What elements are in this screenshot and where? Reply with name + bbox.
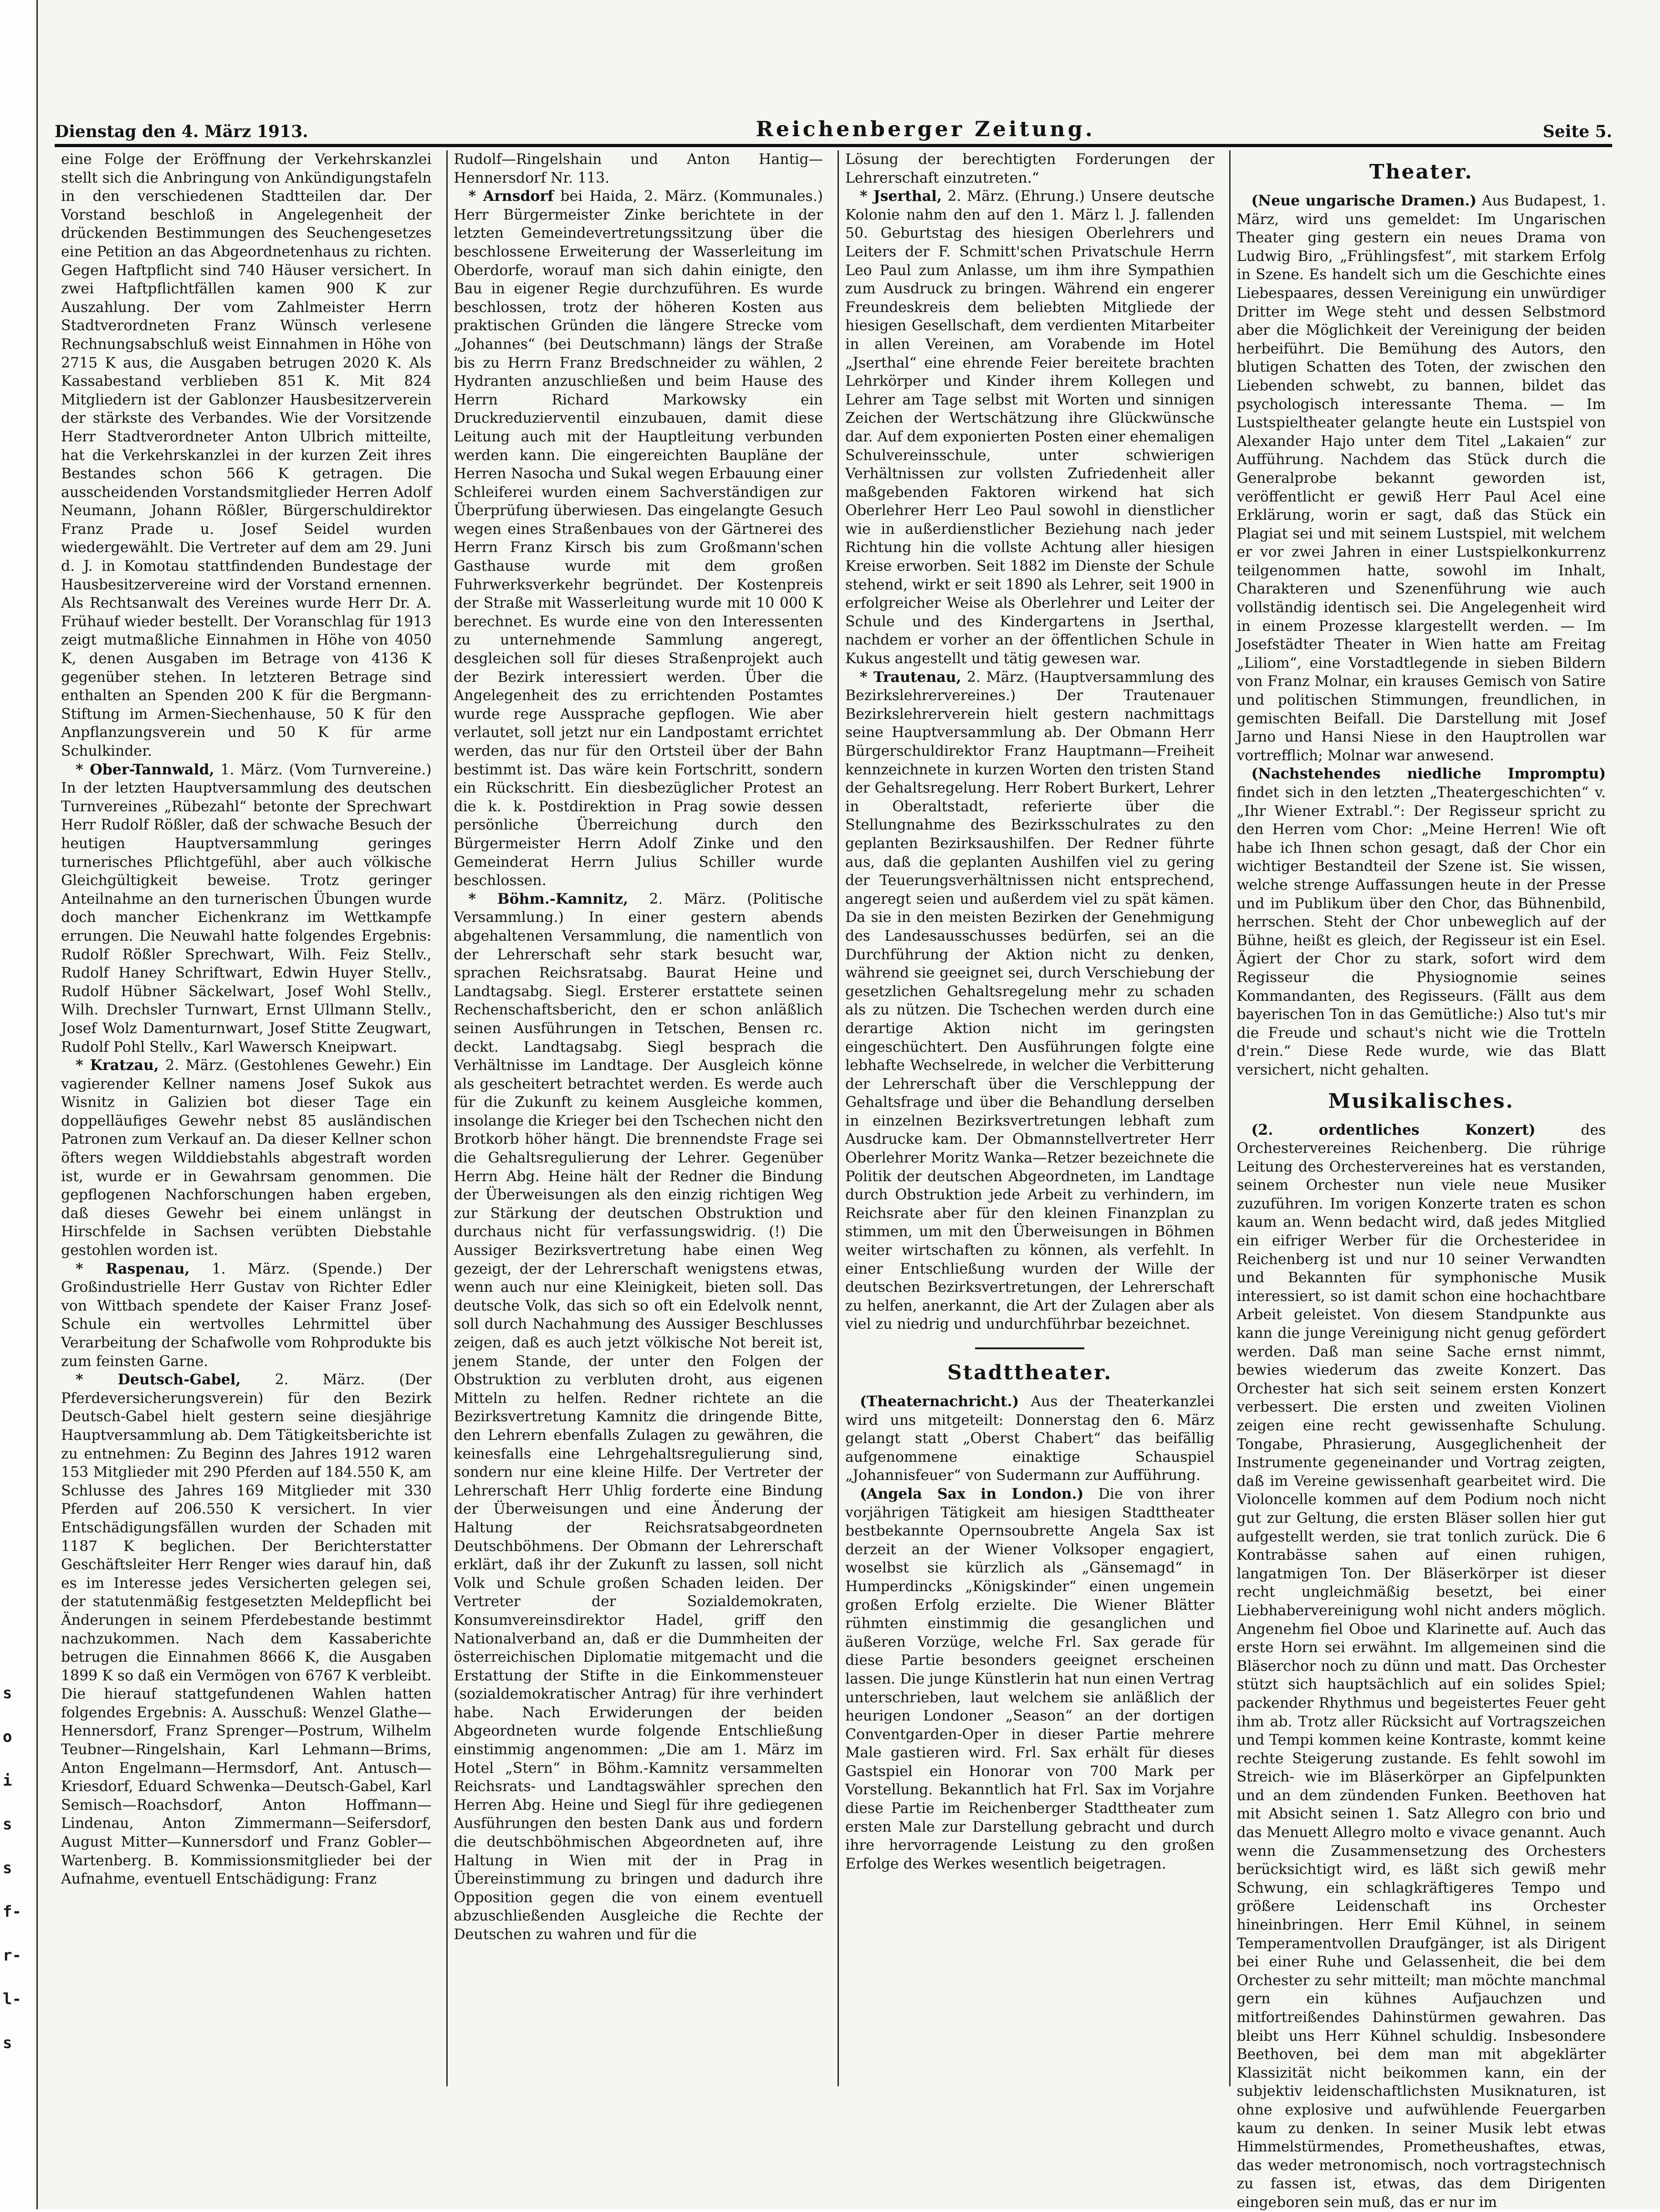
- paragraph-lead: * Ober-Tannwald,: [76, 761, 215, 778]
- paragraph-body: findet sich in den letzten „Theatergeschichten“ v. „Ihr Wiener Extrabl.“: Der Regisseur spricht zu den Herren vom Chor: „Meine Herren! Wie oft habe ich Ihnen schon gesagt, daß der Chor ein wichtiger Bestandteil der Szene ist. Sie wissen, welche strenge Auffassungen heute in der Presse und im Publikum über den Chor, das Bühnenbild, herrschen. Steht der Chor unbeweglich auf der Bühne, heißt es gleich, der Regisseur ist ein Esel. Ägiert der Chor zu stark, sofort wird dem Regisseur die Physiognomie seines Kommandanten, des Regisseurs. (Fällt aus dem bayerischen Ton in das Gemütliche:) Also tut's mir die Freude und schaut's nicht wie die Trotteln d'rein.“ Diese Rede wurde, wie das Blatt versichert, nicht gehalten.: [1236, 784, 1606, 1078]
- article-paragraph: [61, 1371, 432, 1889]
- paragraph-body: Die von ihrer vorjährigen Tätigkeit am hiesigen Stadttheater bestbekannte Opernsoubrette Angela Sax ist derzeit an der Wiener Volksoper engagiert, woselbst sie kürzlich als „Gänsemagd“ in Humperdincks „Königskinder“ einen ungemein großen Erfolg erzielte. Die Wiener Blätter rühmten einstimmig die gesanglichen und äußeren Vorzüge, welche Frl. Sax gerade für diese Partie besonders geeignet erscheinen lassen. Die junge Künstlerin hat nun einen Vertrag unterschrieben, laut welchem sie anläßlich der heurigen Londoner „Season“ an der dortigen Conventgarden-Oper in dieser Partie mehrere Male gastieren wird. Frl. Sax erhält für dieses Gastspiel ein Honorar von 700 Mark per Vorstellung. Bekanntlich hat Frl. Sax im Vorjahre diese Partie im Reichenberger Stadttheater zum ersten Male zur Darstellung gebracht und durch ihre hervorragende Leistung zu den großen Erfolge des Werkes wesentlich beigetragen.: [845, 1485, 1215, 1872]
- issue-date: Dienstag den 4. März 1913.: [55, 122, 308, 141]
- paragraph-lead: (Angela Sax in London.): [860, 1485, 1084, 1502]
- column-1: [55, 150, 438, 2086]
- paragraph-lead: (Theaternachricht.): [860, 1393, 1019, 1410]
- section-heading: Stadttheater.: [947, 1361, 1113, 1384]
- section-heading: Musikalisches.: [1328, 1089, 1514, 1113]
- article-paragraph: [1237, 1121, 1606, 2212]
- paragraph-body: Lösung der berechtigten Forderungen der Lehrerschaft einzutreten.“: [845, 151, 1215, 186]
- article-columns: [55, 150, 1612, 2211]
- masthead-title: Reichenberger Zeitung.: [756, 117, 1095, 141]
- column-3: [838, 150, 1221, 2086]
- article-paragraph: [1237, 192, 1606, 765]
- article-paragraph: [845, 1393, 1215, 1485]
- paragraph-body: 2. März. (Hauptversammlung des Bezirkslehrervereines.) Der Trautenauer Bezirkslehrerverein hielt gestern nachmittags seine Hauptversammlung ab. Der Obmann Herr Bürgerschuldirektor Franz Hauptmann—Freiheit kennzeichnete in kurzen Worten den tristen Stand der Gehaltsregelung. Herr Robert Burkert, Lehrer in Oberaltstadt, referierte über die Stellungnahme des Bezirksschulrates zu den geplanten Bezirksaushilfen. Der Redner führte aus, daß die geplanten Aushilfen viel zu gering der Teuerungsverhältnissen nicht entsprechend, angeregt seien und außerdem viel zu spät kämen. Da sie in den meisten Bezirken der Genehmigung des Landesausschusses bedürfen, sei an die Durchführung der Aktion nicht zu denken, während sie geeignet sei, durch Verschiebung der gesetzlichen Gehaltsregelung mehr zu schaden als zu nützen. Die Tschechen werden durch eine derartige Aktion nicht im geringsten eingeschüchtert. Den Ausführungen folgte eine lebhafte Wechselrede, in welcher die Verbitterung der Lehrerschaft über die Verschleppung der Gehaltsfrage und über die Behandlung derselben in einzelnen Bezirksvertretungen lebhaft zum Ausdrucke kam. Der Obmannstellvertreter Herr Oberlehrer Moritz Wanka—Retzer bezeichnete die Politik der deutschen Abgeordneten, im Landtage durch Obstruktion jede Arbeit zu verhindern, im Reichsrate aber für den kleinen Finanzplan zu stimmen, um mit den Überweisungen in Böhmen weiter wirtschaften zu können, als verfehlt. In einer Entschließung wurden der Wille der deutschen Bezirksvertretungen, der Lehrerschaft zu helfen, anerkannt, die Art der Zulagen aber als viel zu niedrig und undurchführbar bezeichnet.: [845, 669, 1215, 1333]
- article-paragraph: [61, 1260, 432, 1371]
- binding-margin: [0, 0, 38, 2209]
- paragraph-body: 1. März. (Spende.) Der Großindustrielle Herr Gustav von Richter Edler von Wittbach spendete der Kaiser Franz Josef-Schule ein wertvolles Lehrmittel über Verarbeitung der Schafwolle vom Rohprodukte bis zum feinsten Garne.: [61, 1260, 432, 1370]
- article-paragraph: [845, 668, 1215, 1334]
- edge-fragment: s: [3, 1684, 12, 1702]
- edge-fragment: s: [3, 1859, 12, 1877]
- section-divider: [975, 1347, 1084, 1349]
- paragraph-lead: * Kratzau,: [76, 1057, 159, 1074]
- paragraph-body: 2. März. (Der Pferdeversicherungsverein) für den Bezirk Deutsch-Gabel hielt gestern seine diesjährige Hauptversammlung ab. Dem Tätigkeitsberichte ist zu entnehmen: Zu Beginn des Jahres 1912 waren 153 Mitglieder mit 290 Pferden auf 184.550 K, am Schlusse des Jahres 169 Mitglieder mit 330 Pferden auf 206.550 K versichert. In vier Entschädigungsfällen wurden der Schaden mit 1187 K beglichen. Der Berichterstatter Geschäftsleiter Herr Renger wies darauf hin, daß es im Interesse jedes Versicherten gelegen sei, der statutenmäßig festgesetzten Meldepflicht bei Änderungen in seinem Pferdebestande bestimmt nachzukommen. Nach dem Kassaberichte betrugen die Einnahmen 8666 K, die Ausgaben 1899 K so daß ein Vermögen von 6767 K verbleibt. Die hierauf stattgefundenen Wahlen hatten folgendes Ergebnis: A. Ausschuß: Wenzel Glathe—Hennersdorf, Franz Sprenger—Postrum, Wilhelm Teubner—Ringelshain, Karl Lehmann—Brims, Anton Engelmann—Hermsdorf, Ant. Antusch—Kriesdorf, Eduard Schwenka—Deutsch-Gabel, Karl Semisch—Roachsdorf, Anton Hoffmann—Lindenau, Anton Zimmermann—Seifersdorf, August Mitter—Kunnersdorf und Franz Gobler—Wartenberg. B. Kommissionsmitglieder bei der Aufnahme, eventuell Entschädigung: Franz: [61, 1372, 432, 1888]
- paragraph-lead: * Deutsch-Gabel,: [76, 1371, 241, 1388]
- edge-fragment: r-: [3, 1946, 21, 1965]
- paragraph-lead: (2. ordentliches Konzert): [1251, 1121, 1536, 1138]
- article-paragraph: [454, 890, 823, 1944]
- article-paragraph: [845, 1485, 1215, 1873]
- article-paragraph: [845, 187, 1215, 668]
- paragraph-lead: * Böhm.-Kamnitz,: [468, 890, 628, 907]
- paragraph-body: bei Haida, 2. März. (Kommunales.) Herr Bürgermeister Zinke berichtete in der letzten Gemeindevertretungssitzung über die beschlossene Erweiterung der Wasserleitung im Oberdorfe, worauf man sich dahin einigte, den Bau in eigener Regie durchzuführen. Es wurde beschlossen, trotz der höheren Kosten aus praktischen Gründen die längere Strecke vom „Johannes“ (bei Deutschmann) längs der Straße bis zu Herrn Franz Bredschneider zu wählen, 2 Hydranten anzuschließen und beim Hause des Herrn Richard Markowsky ein Druckreduzierventil einzubauen, damit diese Leitung auch mit der Hauptleitung verbunden werden kann. Die eingereichten Baupläne der Herren Nasocha und Sukal wegen Erbauung einer Schleiferei wurden einem Sachverständigen zur Überprüfung überwiesen. Das eingelangte Gesuch wegen eines Straßenbaues von der Gärtnerei des Herrn Franz Kirsch bis zum Großmann'schen Gasthause wurde mit dem großen Fuhrwerksverkehr begründet. Der Kostenpreis der Straße mit Wasserleitung wurde mit 10 000 K berechnet. Es wurde eine von den Interessenten zu unternehmende Sammlung angeregt, desgleichen soll für dieses Straßenprojekt auch der Bezirk interessiert werden. Über die Angelegenheit des zu errichtenden Postamtes wurde rege Aussprache gepflogen. Wie aber verlautet, soll jetzt nur ein Landpostamt errichtet werden, das nur für den Ortsteil über der Bahn bestimmt ist. Das wäre kein Fortschritt, sondern ein Rückschritt. Ein diesbezüglicher Protest an die k. k. Postdirektion in Prag sowie dessen persönliche Überreichung durch den Bürgermeister Herrn Adolf Zinke und den Gemeinderat Herrn Julius Schiller wurde beschlossen.: [454, 188, 823, 889]
- edge-fragment: s: [3, 2034, 12, 2052]
- article-paragraph: [454, 187, 823, 890]
- paragraph-body: 2. März. (Politische Versammlung.) In einer gestern abends abgehaltenen Versammlung, die namentlich von der Lehrerschaft sehr stark besucht war, sprachen Reichsratsabg. Baurat Heine und Landtagsabg. Siegl. Ersterer erstattete seinen Rechenschaftsbericht, den er schon anläßlich seinen Ausführungen in Tetschen, Bensen rc. deckt. Landtagsabg. Siegl besprach die Verhältnisse im Landtage. Der Ausgleich könne als gescheitert betrachtet werden. Es werde auch für die Zukunft zu keinem Ausgleiche kommen, insolange die Krieger bei den Tschechen nicht den Brotkorb höher hängt. Die brennendste Frage sei die Gehaltsregulierung der Lehrer. Gegenüber Herrn Abg. Heine hält der Redner die Bindung der Überweisungen als den einzig richtigen Weg zur Stärkung der deutschen Obstruktion und durchaus nicht für verfassungswidrig. (!) Die Aussiger Bezirksvertretung habe einen Weg gezeigt, der der Lehrerschaft wenigstens etwas, wenn auch nur eine Kleinigkeit, bieten soll. Das deutsche Volk, das sich so oft ein Edelvolk nennt, soll durch Nachahmung des Aussiger Beschlusses zeigen, daß es auch jetzt völkische Not bereit ist, jenem Stande, der unter den Folgen der Obstruktion zu verbluten droht, aus eigenen Mitteln zu helfen. Redner richtete an die Bezirksvertretung Kamnitz die dringende Bitte, den Lehrern ebenfalls Zulagen zu gewähren, die keinesfalls eine Lehrgehaltsregulierung sind, sondern nur eine kleine Hilfe. Der Vertreter der Lehrerschaft Herr Uhlig forderte eine Bindung der Überweisungen und eine Änderung der Haltung der Reichsratsabgeordneten Deutschböhmens. Der Obmann der Lehrerschaft erklärt, daß ihr der Zukunft zu lassen, soll nicht Volk und Schule großen Schaden leiden. Der Vertreter der Sozialdemokraten, Konsumvereinsdirektor Hadel, griff den Nationalverband an, daß er die Dummheiten der österreichischen Diplomatie mitgemacht und die Erstattung der Stifte in die Einkommensteuer (sozialdemokratischer Antrag) für ihre verhindert habe. Nach Erwiderungen der beiden Abgeordneten wurde folgende Entschließung einstimmig angenommen: „Die am 1. März im Hotel „Stern“ in Böhm.-Kamnitz versammelten Reichsrats- und Landtagswähler sprechen den Herren Abg. Heine und Siegl für ihre gediegenen Ausführungen den besten Dank aus und fordern die deutschböhmischen Abgeordneten auf, ihre Haltung in Wien mit der in Prag in Übereinstimmung zu bringen und dadurch ihre Opposition gegen die von einem eventuell abzuschließenden Ausgleiche die Rechte der Deutschen zu wahren und für die: [454, 891, 823, 1943]
- section-heading: Theater.: [1369, 160, 1473, 184]
- paragraph-body: 1. März. (Vom Turnvereine.) In der letzten Hauptversammlung des deutschen Turnvereines „Rübezahl“ betonte der Sprechwart Herr Rudolf Rößler, daß der schwache Besuch der heutigen Hauptversammlung geringes turnerisches Pflichtgefühl, aber auch völkische Gleichgültigkeit beweise. Trotz geringer Anteilnahme an den turnerischen Übungen wurde doch mancher Eichenkranz im Wettkampfe errungen. Die Neuwahl hatte folgendes Ergebnis: Rudolf Rößler Sprechwart, Wilh. Feiz Stellv., Rudolf Haney Schriftwart, Edwin Huyer Stellv., Rudolf Hübner Säckelwart, Josef Wohl Stellv., Wilh. Drechsler Turnwart, Ernst Ullmann Stellv., Josef Wolz Damenturnwart, Josef Stitte Zeugwart, Rudolf Pohl Stellv., Karl Wawersch Kneipwart.: [61, 761, 432, 1055]
- column-2: [446, 150, 830, 2086]
- article-paragraph: [61, 150, 432, 761]
- edge-fragment: o: [3, 1728, 12, 1746]
- edge-fragment: s: [3, 1815, 12, 1833]
- paragraph-body: eine Folge der Eröffnung der Verkehrskanzlei stellt sich die Anbringung von Ankündigungstafeln in den verschiedenen Stadtteilen dar. Der Vorstand beschloß in Angelegenheit der drückenden Bestimmungen des Seuchengesetzes eine Petition an das Abgeordnetenhaus zu richten. Gegen Haftpflicht sind 740 Häuser versichert. In zwei Haftpflichtfällen kamen 900 K zur Auszahlung. Der vom Zahlmeister Herrn Stadtverordneten Franz Wünsch verlesene Rechnungsabschluß weist Einnahmen in Höhe von 2715 K aus, die Ausgaben betrugen 2020 K. Als Kassabestand verblieben 851 K. Mit 824 Mitgliedern ist der Gablonzer Hausbesitzerverein der stärkste des Verbandes. Wie der Vorsitzende Herr Stadtverordneter Anton Ulbrich mitteilte, hat die Verkehrskanzlei in der kurzen Zeit ihres Bestandes schon 566 K getragen. Die ausscheidenden Vorstandsmitglieder Herren Adolf Neumann, Johann Rößler, Bürgerschuldirektor Franz Prade u. Josef Seidel wurden wiedergewählt. Die Vertreter auf dem am 29. Juni d. J. in Komotau stattfindenden Bundestage der Hausbesitzervereine wird der Vorstand ernennen. Als Rechtsanwalt des Vereines wurde Herr Dr. A. Frühauf wieder bestellt. Der Voranschlag für 1913 zeigt mutmaßliche Einnahmen in Höhe von 4050 K, denen Ausgaben im Betrage von 4136 K gegenüber stehen. In letzteren Betrage sind enthalten an Spenden 200 K für die Bergmann-Stiftung im Armen-Siechenhause, 50 K für den Anpflanzungsverein und 50 K für arme Schulkinder.: [61, 151, 432, 759]
- adjacent-page-fragments: [3, 1685, 26, 2051]
- article-paragraph: [454, 150, 823, 187]
- column-4: [1229, 150, 1613, 2211]
- article-paragraph: [61, 761, 432, 1057]
- paragraph-lead: * Trautenau,: [860, 668, 961, 686]
- article-paragraph: [845, 150, 1215, 187]
- paragraph-body: Aus Budapest, 1. März, wird uns gemeldet: Im Ungarischen Theater ging gestern ein neues Drama von Ludwig Biro, „Frühlingsfest“, mit starkem Erfolg in Szene. Es handelt sich um die Geschichte eines Liebespaares, dessen Vereinigung ein unwürdiger Dritter im Wege steht und dessen Selbstmord aber die Möglichkeit der Vereinigung der beiden herbeiführt. Die Bemühung des Autors, den blutigen Schatten des Toten, der zwischen den Liebenden schwebt, zu bannen, bildet das psychologisch interessante Thema. — Im Lustspieltheater gelangte heute ein Lustspiel von Alexander Hajo unter dem Titel „Lakaien“ zur Aufführung. Nachdem das Stück durch die Generalprobe bekannt geworden ist, veröffentlicht er gewiß Herr Paul Acel eine Erklärung, worin er sagt, daß das Stück ein Plagiat sei und mit seinem Lustspiel, mit welchem er vor zwei Jahren in einer Lustspielkonkurrenz teilgenommen hatte, sowohl im Inhalt, Charakteren und Szenenführung wie auch vollständig identisch sei. Die Angelegenheit wird in einem Prozesse klargestellt werden. — Im Josefstädter Theater in Wien hatte am Freitag „Liliom“, eine Vorstadtlegende in sieben Bildern von Franz Molnar, ein krauses Gemisch von Satire und politischen Stimmungen, freundlichen, in gemischten Beifall. Die Darstellung mit Josef Jarno und Hansi Niese in den Hauptrollen war vortrefflich; Molnar war anwesend.: [1236, 193, 1606, 764]
- paragraph-body: Aus der Theaterkanzlei wird uns mitgeteilt: Donnerstag den 6. März gelangt statt „Oberst Chabert“ das beifällig aufgenommene einaktige Schauspiel „Johannisfeuer“ von Sudermann zur Aufführung.: [845, 1393, 1215, 1484]
- edge-fragment: l-: [3, 1990, 21, 2008]
- edge-fragment: f-: [3, 1903, 21, 1921]
- edge-fragment: i: [3, 1772, 12, 1790]
- paragraph-body: Rudolf—Ringelshain und Anton Hantig—Hennersdorf Nr. 113.: [454, 151, 823, 186]
- paragraph-body: 2. März. (Gestohlenes Gewehr.) Ein vagierender Kellner namens Josef Sukok aus Wisnitz in Galizien bot dieser Tage ein doppelläufiges Gewehr nebst 85 ausländischen Patronen zum Verkauf an. Da dieser Kellner schon öfters wegen Wilddiebstahls abgestraft worden ist, wurde er in Gewahrsam genommen. Die gepflogenen Nachforschungen haben ergeben, daß dieses Gewehr bei einem unlängst in Hirschfelde in Sachsen verübten Diebstahle gestohlen worden ist.: [61, 1057, 432, 1259]
- paragraph-body: des Orchestervereines Reichenberg. Die rührige Leitung des Orchestervereines hat es verstanden, seinem Orchester nun viele neue Musiker zuzuführen. Im vorigen Konzerte traten es schon kaum an. Wenn bedacht wird, daß jedes Mitglied ein eifriger Werber für die Orchesteridee in Reichenberg ist und nur 10 seiner Verwandten und Bekannten für symphonische Musik interessiert, so ist damit schon eine hochachtbare Arbeit geleistet. Von diesem Standpunkte aus kann die junge Vereinigung nicht genug gefördert werden. Daß man seine Sache ernst nimmt, bewies wiederum das zweite Konzert. Das Orchester hat sich seit seinem ersten Konzert verbessert. Die ersten und zweiten Violinen zeigen eine recht gewissenhafte Schulung. Tongabe, Phrasierung, Ausgeglichenheit der Instrumente gegeneinander und Vortrag zeigten, daß im Vereine gewissenhaft gearbeitet wird. Die Violoncelle kommen auf dem Podium noch nicht gut zur Geltung, die ersten Bläser sollen hier gut aufgestellt werden, sie trat tonlich zurück. Die 6 Kontrabässe sahen auf einen ruhigen, langatmigen Ton. Der Bläserkörper ist dieser recht ungleichmäßig besetzt, bei einer Liebhabervereinigung wohl nicht anders möglich. Angenehm fiel Oboe und Klarinette auf. Auch das erste Horn sei erwähnt. Im allgemeinen sind die Bläserchor noch zu dünn und matt. Das Orchester stützt sich hauptsächlich auf ein solides Spiel; packender Rhythmus und begeistertes Feuer geht ihm ab. Trotz aller Rücksicht auf Vortragszeichen und Tempi kommen keine Kontraste, kommt keine rechte Steigerung zustande. Es fehlt sowohl im Streich- wie im Bläserkörper an Gipfelpunkten und an dem zündenden Funken. Beethoven hat mit Absicht seinen 1. Satz Allegro con brio und das Menuett Allegro molto e vivace genannt. Auch wenn die Zusammensetzung des Orchesters berücksichtigt wird, es läßt sich gewiß mehr Schwung, ein schlagkräftigeres Tempo und größere Leidenschaft ins Orchester hineinbringen. Herr Emil Kühnel, in seinem Temperamentvollen Draufgänger, ist als Dirigent bei einer Ruhe und Gelassenheit, die bei dem Orchester zu sehr mitteilt; man möchte manchmal gern ein kühnes Aufjauchzen und mitfortreißendes Dahinstürmen gewahren. Das bleibt uns Herr Kühnel schuldig. Insbesondere Beethoven, bei dem man mit abgeklärter Klassizität nicht beikommen kann, ein der subjektiv leidenschaftlichsten Musiknaturen, ist ohne explosive und aufwühlende Feuergarben kaum zu denken. In seiner Musik lebt etwas Himmelstürmendes, Prometheushaftes, etwas, das weder metronomisch, noch vortragstechnisch zu fassen ist, etwas, das dem Dirigenten eingeboren sein muß, das er nur im: [1236, 1121, 1606, 2211]
- paragraph-body: 2. März. (Ehrung.) Unsere deutsche Kolonie nahm den auf den 1. März l. J. fallenden 50. Geburtstag des hiesigen Oberlehrers und Leiters der F. Schmitt'schen Privatschule Herrn Leo Paul zum Anlasse, um ihm ihre Sympathien zum Ausdruck zu bringen. Während ein engerer Freundeskreis dem beliebten Mitgliede der hiesigen Gesellschaft, dem verdienten Mitarbeiter in allen Vereinen, am Vorabende im Hotel „Jserthal“ eine ehrende Feier bereitete brachten Lehrkörper und Kinder ihrem Kollegen und Lehrer am Tage selbst mit Worten und sinnigen Zeichen der Wertschätzung ihre Glückwünsche dar. Auf dem exponierten Posten einer ehemaligen Schulvereinsschule, unter schwierigen Verhältnissen zur vollsten Zufriedenheit aller maßgebenden Faktoren wirkend hat sich Oberlehrer Herr Leo Paul sowohl in dienstlicher wie in außerdienstlicher Beziehung nach jeder Richtung hin die vollste Achtung aller hiesigen Kreise erworben. Seit 1882 im Dienste der Schule stehend, wirkt er seit 1890 als Lehrer, seit 1900 in erfolgreicher Weise als Oberlehrer und Leiter der Schule und des Kindergartens in Jserthal, nachdem er vorher an der öffentlichen Schule in Kukus angestellt und tätig gewesen war.: [845, 188, 1215, 667]
- page-number: Seite 5.: [1543, 122, 1612, 141]
- paragraph-lead: * Jserthal,: [860, 188, 942, 205]
- paragraph-lead: (Neue ungarische Dramen.): [1251, 192, 1477, 209]
- running-header: [55, 114, 1612, 147]
- article-paragraph: [61, 1056, 432, 1260]
- paragraph-lead: * Raspenau,: [76, 1260, 190, 1277]
- article-paragraph: [1237, 765, 1606, 1079]
- paragraph-lead: * Arnsdorf: [468, 188, 554, 205]
- paragraph-lead: (Nachstehendes niedliche Impromptu): [1251, 765, 1606, 783]
